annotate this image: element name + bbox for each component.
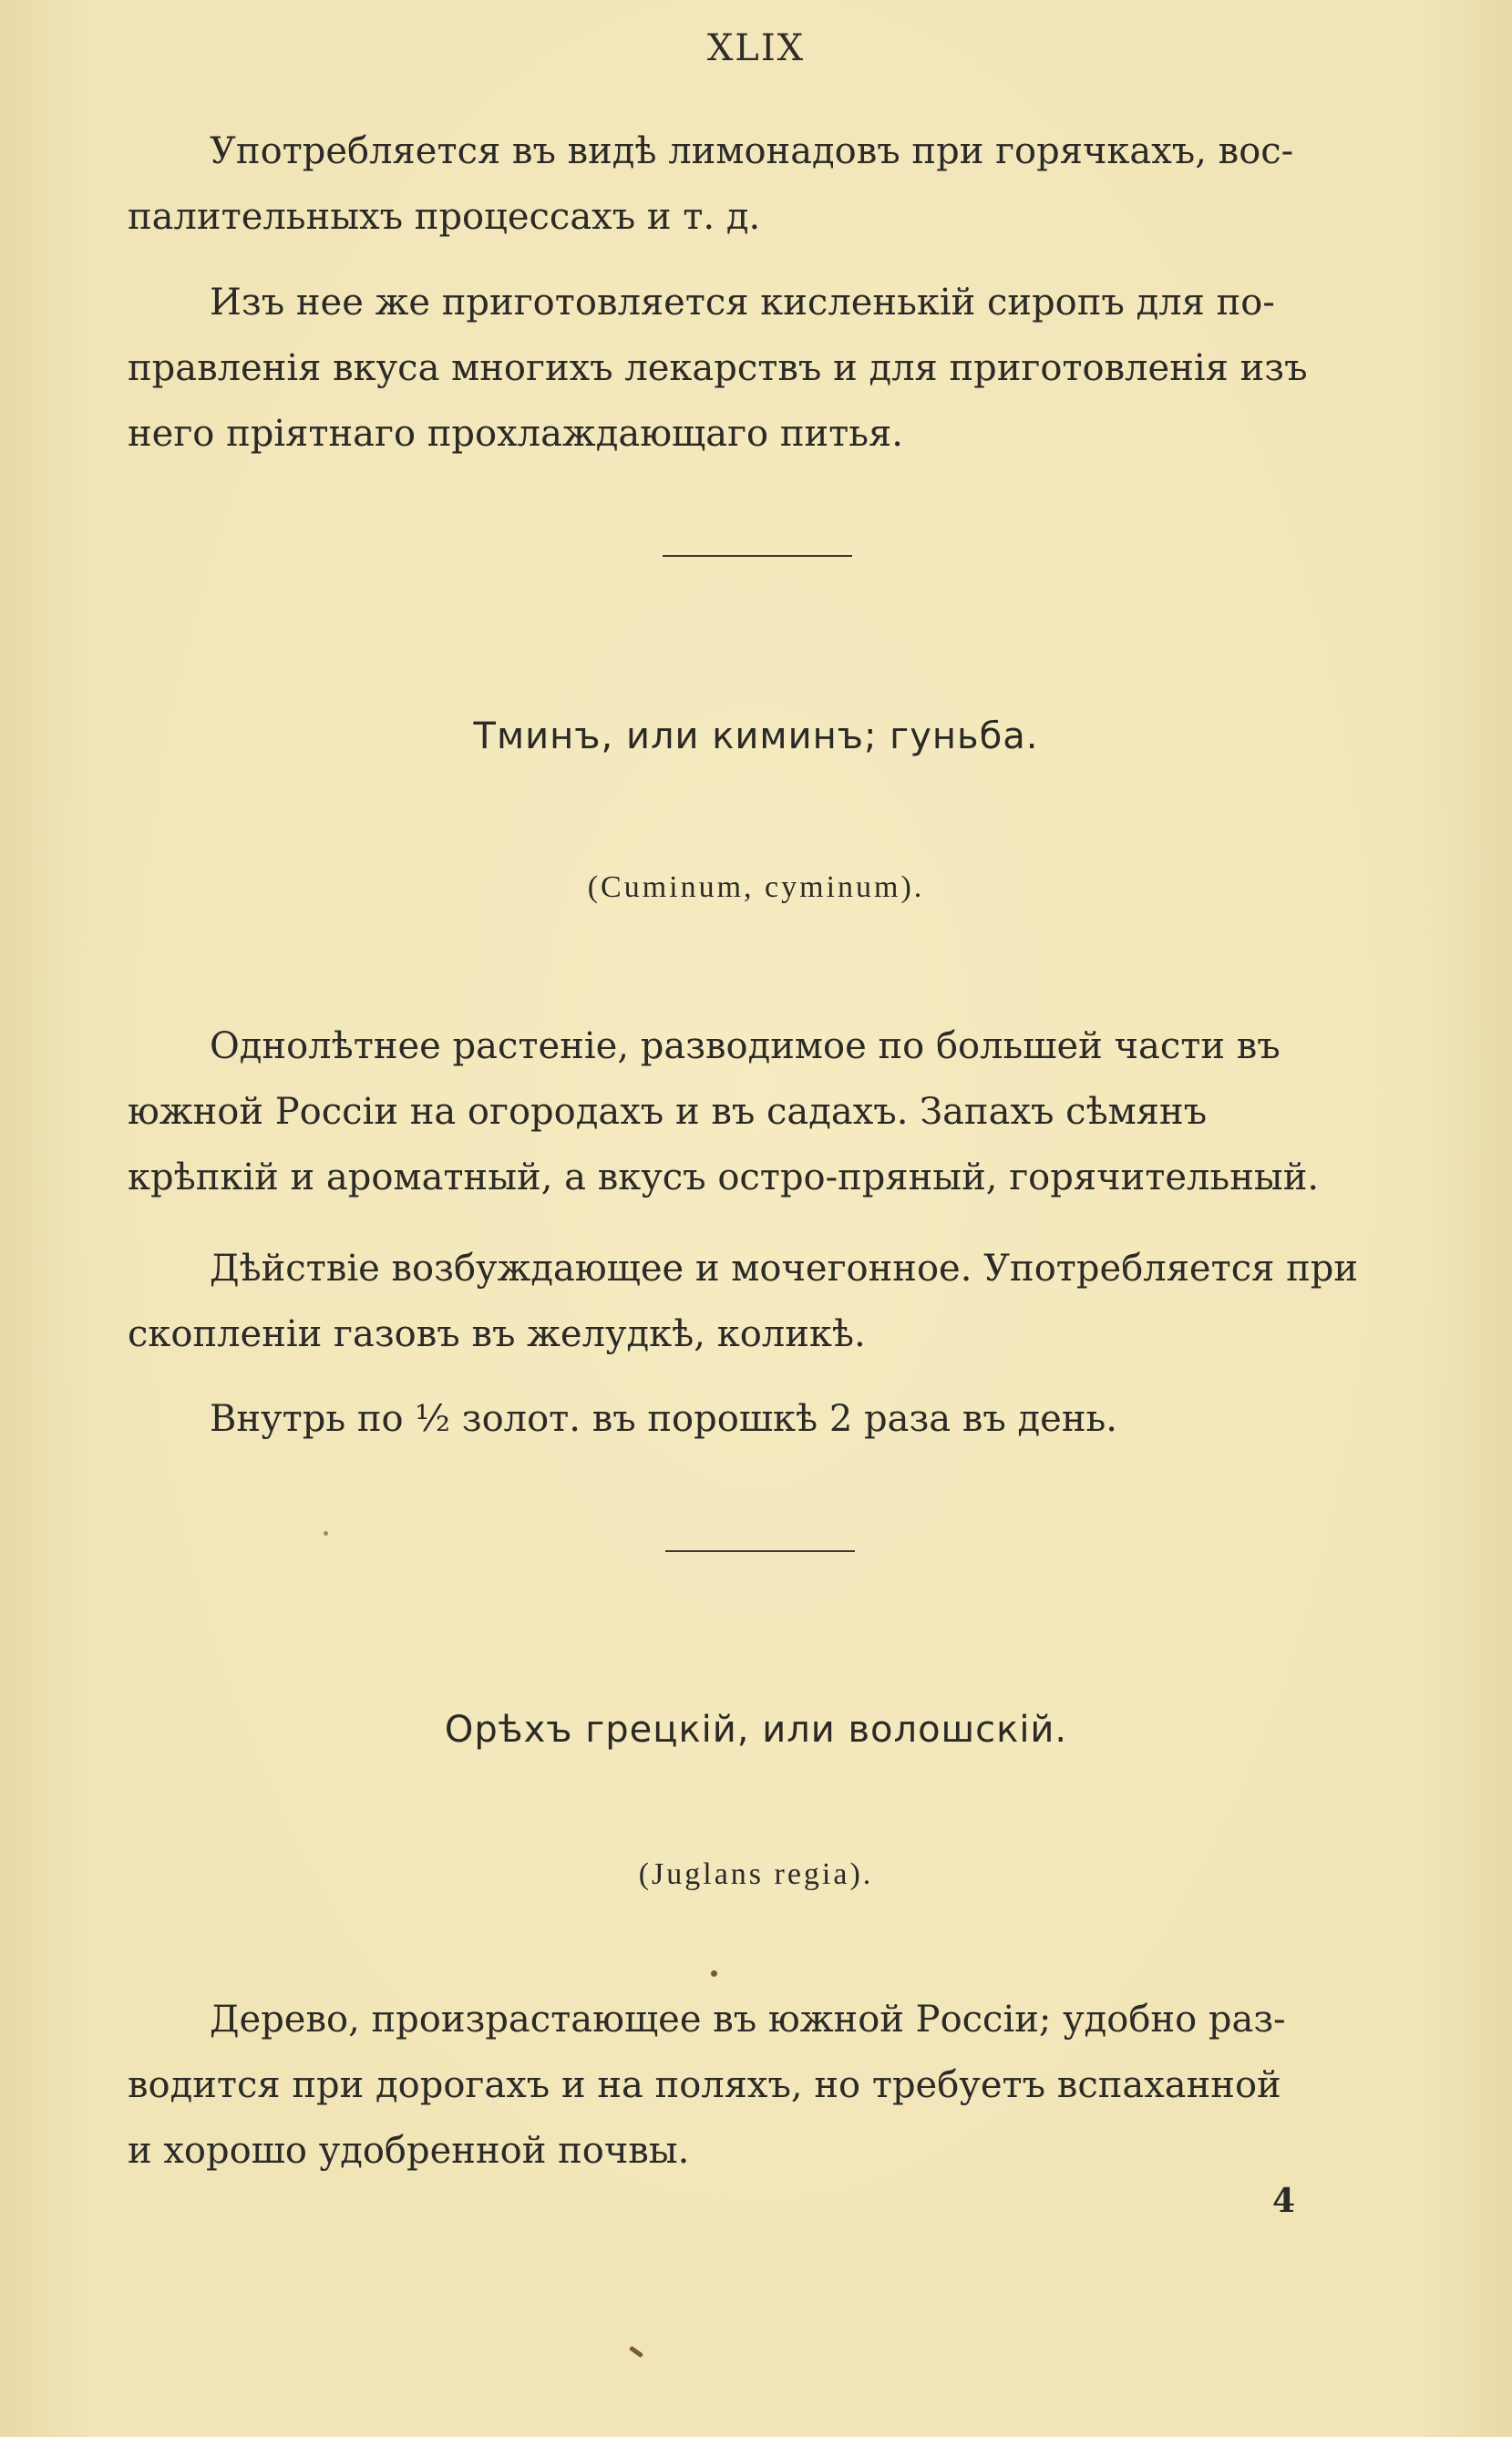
- ink-speck-decoration: [629, 2346, 643, 2358]
- page-folio: XLIX: [706, 27, 806, 69]
- text-line: водится при дорогахъ и на поляхъ, но требуетъ вспаханной: [128, 2064, 1281, 2106]
- entry-heading: Орѣхъ грецкій, или волошскій.: [444, 1709, 1068, 1751]
- signature-mark: 4: [1271, 2182, 1295, 2220]
- entry-heading: Тминъ, или киминъ; гуньба.: [473, 715, 1039, 757]
- latin-name: (Juglans regia).: [638, 1857, 874, 1891]
- text-line: правленія вкуса многихъ лекарствъ и для приготовленія изъ: [128, 347, 1308, 389]
- section-divider: [665, 1550, 855, 1552]
- text-line: него пріятнаго прохлаждающаго питья.: [128, 413, 903, 455]
- text-line: крѣпкій и ароматный, а вкусъ остро-пряный, горячительный.: [128, 1157, 1320, 1198]
- text-line: Однолѣтнее растеніе, разводимое по большей части въ: [210, 1025, 1281, 1067]
- text-line: скопленіи газовъ въ желудкѣ, коликѣ.: [128, 1313, 866, 1355]
- paragraph: [128, 118, 1390, 250]
- paragraph: [128, 1987, 1390, 2184]
- text-line: Дерево, произрастающее въ южной Россіи; удобно раз-: [210, 1999, 1286, 2041]
- paragraph: [128, 1386, 1390, 1452]
- latin-name: (Cuminum, cyminum).: [587, 870, 925, 904]
- text-line: Дѣйствіе возбуждающее и мочегонное. Употребляется при: [210, 1248, 1358, 1290]
- paragraph: [128, 1236, 1390, 1367]
- paragraph: [128, 270, 1390, 467]
- text-line: палительныхъ процессахъ и т. д.: [128, 196, 761, 238]
- ink-speck-decoration: [711, 1970, 717, 1977]
- text-line: и хорошо удобренной почвы.: [128, 2130, 690, 2172]
- text-line: Внутрь по ½ золот. въ порошкѣ 2 раза въ день.: [210, 1398, 1117, 1440]
- paragraph: [128, 1013, 1390, 1210]
- text-line: Изъ нее же приготовляется кисленькій сиропъ для по-: [210, 282, 1275, 324]
- text-line: южной Россіи на огородахъ и въ садахъ. Запахъ сѣмянъ: [128, 1091, 1208, 1133]
- section-divider: [663, 555, 852, 557]
- text-line: Употребляется въ видѣ лимонадовъ при горячкахъ, вос-: [210, 130, 1294, 172]
- ink-speck-decoration: [324, 1531, 328, 1536]
